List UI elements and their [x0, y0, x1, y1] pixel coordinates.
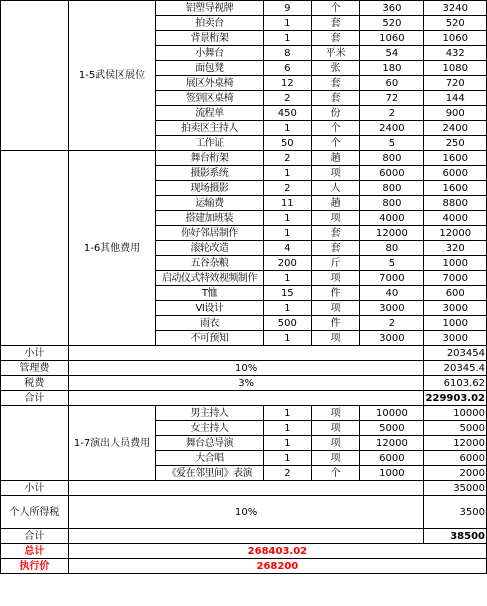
item-qty: 1 — [263, 421, 311, 436]
income-tax-value: 3500 — [424, 496, 487, 529]
grand-total-value: 268403.02 — [68, 544, 486, 559]
section-wuhou-label: 1-5武侯区展位 — [68, 1, 155, 151]
item-qty: 50 — [263, 136, 311, 151]
item-unit: 个 — [311, 136, 359, 151]
item-unit: 套 — [311, 16, 359, 31]
item-total: 8800 — [424, 196, 487, 211]
item-name: 小舞台 — [156, 46, 263, 61]
tax-value: 6103.62 — [424, 376, 487, 391]
item-unit: 个 — [311, 466, 359, 481]
subtotal-row — [1, 346, 487, 361]
item-price: 360 — [360, 1, 424, 16]
item-name: 舞台桁架 — [156, 151, 263, 166]
item-total: 10000 — [424, 406, 487, 421]
item-total: 520 — [424, 16, 487, 31]
item-total: 3000 — [424, 301, 487, 316]
item-total: 144 — [424, 91, 487, 106]
item-qty: 1 — [263, 226, 311, 241]
item-name: 展区外桌椅 — [156, 76, 263, 91]
item-name: 背景桁架 — [156, 31, 263, 46]
item-total: 2000 — [424, 466, 487, 481]
item-price: 180 — [360, 61, 424, 76]
item-price: 3000 — [360, 301, 424, 316]
talent-total-blank — [68, 529, 424, 544]
item-unit: 平米 — [311, 46, 359, 61]
total-label: 合计 — [1, 391, 69, 406]
item-total: 3240 — [424, 1, 487, 16]
item-price: 2 — [360, 316, 424, 331]
item-name: 拍卖台 — [156, 16, 263, 31]
item-unit: 套 — [311, 31, 359, 46]
grand-total-label: 总计 — [1, 544, 69, 559]
total-row — [1, 391, 487, 406]
item-total: 4000 — [424, 211, 487, 226]
item-name: 滚轮改造 — [156, 241, 263, 256]
item-total: 1000 — [424, 316, 487, 331]
item-total: 600 — [424, 286, 487, 301]
item-unit: 项 — [311, 406, 359, 421]
item-price: 800 — [360, 181, 424, 196]
item-unit: 项 — [311, 211, 359, 226]
execution-price-label: 执行价 — [1, 559, 69, 574]
item-total: 1600 — [424, 181, 487, 196]
item-price: 5 — [360, 256, 424, 271]
item-unit: 项 — [311, 166, 359, 181]
execution-price-value: 268200 — [68, 559, 486, 574]
item-total: 12000 — [424, 436, 487, 451]
item-price: 7000 — [360, 271, 424, 286]
item-name: 运输费 — [156, 196, 263, 211]
item-name: 大合唱 — [156, 451, 263, 466]
item-qty: 15 — [263, 286, 311, 301]
item-price: 2400 — [360, 121, 424, 136]
item-name: 现场摄影 — [156, 181, 263, 196]
item-unit: 项 — [311, 436, 359, 451]
management-fee-value: 20345.4 — [424, 361, 487, 376]
item-name: 拍卖区主持人 — [156, 121, 263, 136]
item-name: 工作证 — [156, 136, 263, 151]
talent-subtotal-value: 35000 — [424, 481, 487, 496]
item-total: 1000 — [424, 256, 487, 271]
item-price: 10000 — [360, 406, 424, 421]
item-price: 54 — [360, 46, 424, 61]
item-unit: 项 — [311, 271, 359, 286]
execution-price-row — [1, 559, 487, 574]
table-row — [1, 151, 487, 166]
subtotal-value: 203454 — [424, 346, 487, 361]
item-qty: 2 — [263, 466, 311, 481]
item-price: 6000 — [360, 166, 424, 181]
item-name: 男主持人 — [156, 406, 263, 421]
item-total: 900 — [424, 106, 487, 121]
item-price: 800 — [360, 196, 424, 211]
item-qty: 11 — [263, 196, 311, 211]
tax-label: 税费 — [1, 376, 69, 391]
management-fee-rate: 10% — [68, 361, 424, 376]
item-total: 432 — [424, 46, 487, 61]
talent-subtotal-row — [1, 481, 487, 496]
item-price: 60 — [360, 76, 424, 91]
item-name: 《爱在邻里间》表演 — [156, 466, 263, 481]
tax-rate: 3% — [68, 376, 424, 391]
item-unit: 套 — [311, 91, 359, 106]
item-total: 5000 — [424, 421, 487, 436]
item-qty: 1 — [263, 301, 311, 316]
item-name: 铝塑导视牌 — [156, 1, 263, 16]
table-row — [1, 1, 487, 16]
item-unit: 项 — [311, 301, 359, 316]
item-price: 3000 — [360, 331, 424, 346]
item-qty: 1 — [263, 211, 311, 226]
item-price: 1060 — [360, 31, 424, 46]
item-qty: 2 — [263, 91, 311, 106]
item-price: 6000 — [360, 451, 424, 466]
income-tax-rate: 10% — [68, 496, 424, 529]
subtotal-label: 小计 — [1, 346, 69, 361]
item-name: 搭建加班装 — [156, 211, 263, 226]
item-qty: 1 — [263, 271, 311, 286]
item-name: T恤 — [156, 286, 263, 301]
item-total: 12000 — [424, 226, 487, 241]
item-qty: 12 — [263, 76, 311, 91]
item-name: 流程单 — [156, 106, 263, 121]
item-name: 摄影系统 — [156, 166, 263, 181]
item-total: 1600 — [424, 151, 487, 166]
talent-subtotal-label: 小计 — [1, 481, 69, 496]
section-gutter — [1, 151, 69, 346]
subtotal-blank — [68, 346, 424, 361]
item-unit: 人 — [311, 181, 359, 196]
grand-total-row — [1, 544, 487, 559]
item-name: 五谷杂粮 — [156, 256, 263, 271]
item-total: 720 — [424, 76, 487, 91]
item-name: VI设计 — [156, 301, 263, 316]
talent-subtotal-blank — [68, 481, 424, 496]
talent-total-label: 合计 — [1, 529, 69, 544]
item-name: 不可预知 — [156, 331, 263, 346]
item-qty: 9 — [263, 1, 311, 16]
item-total: 7000 — [424, 271, 487, 286]
item-unit: 项 — [311, 451, 359, 466]
item-price: 5000 — [360, 421, 424, 436]
total-blank — [68, 391, 424, 406]
item-unit: 套 — [311, 241, 359, 256]
item-unit: 斤 — [311, 256, 359, 271]
item-price: 40 — [360, 286, 424, 301]
item-name: 签到区桌椅 — [156, 91, 263, 106]
section-talent-label: 1-7演出人员费用 — [68, 406, 155, 481]
section-other-label: 1-6其他费用 — [68, 151, 155, 346]
income-tax-label: 个人所得税 — [1, 496, 69, 529]
item-name: 舞台总导演 — [156, 436, 263, 451]
item-total: 6000 — [424, 451, 487, 466]
item-unit: 趟 — [311, 196, 359, 211]
item-name: 女主持人 — [156, 421, 263, 436]
item-qty: 1 — [263, 436, 311, 451]
item-total: 1080 — [424, 61, 487, 76]
item-price: 2 — [360, 106, 424, 121]
item-total: 6000 — [424, 166, 487, 181]
item-unit: 张 — [311, 61, 359, 76]
item-price: 12000 — [360, 226, 424, 241]
item-qty: 1 — [263, 451, 311, 466]
item-total: 250 — [424, 136, 487, 151]
item-unit: 套 — [311, 226, 359, 241]
item-qty: 8 — [263, 46, 311, 61]
item-qty: 1 — [263, 331, 311, 346]
item-price: 5 — [360, 136, 424, 151]
item-qty: 200 — [263, 256, 311, 271]
item-qty: 1 — [263, 31, 311, 46]
item-price: 4000 — [360, 211, 424, 226]
item-price: 80 — [360, 241, 424, 256]
item-qty: 1 — [263, 166, 311, 181]
item-price: 12000 — [360, 436, 424, 451]
item-total: 320 — [424, 241, 487, 256]
item-price: 72 — [360, 91, 424, 106]
item-name: 启动仪式特效视频制作 — [156, 271, 263, 286]
item-unit: 份 — [311, 106, 359, 121]
section-gutter — [1, 406, 69, 481]
item-qty: 1 — [263, 16, 311, 31]
talent-total-value: 38500 — [424, 529, 487, 544]
item-unit: 趟 — [311, 151, 359, 166]
tax-row — [1, 376, 487, 391]
item-qty: 1 — [263, 121, 311, 136]
income-tax-row — [1, 496, 487, 529]
item-unit: 项 — [311, 331, 359, 346]
total-value: 229903.02 — [425, 392, 485, 404]
item-qty: 500 — [263, 316, 311, 331]
management-fee-label: 管理费 — [1, 361, 69, 376]
item-name: 雨衣 — [156, 316, 263, 331]
item-total: 1060 — [424, 31, 487, 46]
item-unit: 件 — [311, 286, 359, 301]
item-total: 2400 — [424, 121, 487, 136]
item-qty: 450 — [263, 106, 311, 121]
table-row — [1, 406, 487, 421]
item-qty: 6 — [263, 61, 311, 76]
item-name: 你好邻居制作 — [156, 226, 263, 241]
item-price: 520 — [360, 16, 424, 31]
item-name: 面包凳 — [156, 61, 263, 76]
talent-total-row — [1, 529, 487, 544]
item-qty: 4 — [263, 241, 311, 256]
item-qty: 2 — [263, 151, 311, 166]
item-qty: 1 — [263, 406, 311, 421]
item-price: 1000 — [360, 466, 424, 481]
item-unit: 个 — [311, 121, 359, 136]
item-unit: 套 — [311, 76, 359, 91]
item-unit: 个 — [311, 1, 359, 16]
item-unit: 件 — [311, 316, 359, 331]
section-gutter — [1, 1, 69, 151]
item-unit: 项 — [311, 421, 359, 436]
management-fee-row — [1, 361, 487, 376]
item-qty: 2 — [263, 181, 311, 196]
item-price: 800 — [360, 151, 424, 166]
item-total: 3000 — [424, 331, 487, 346]
